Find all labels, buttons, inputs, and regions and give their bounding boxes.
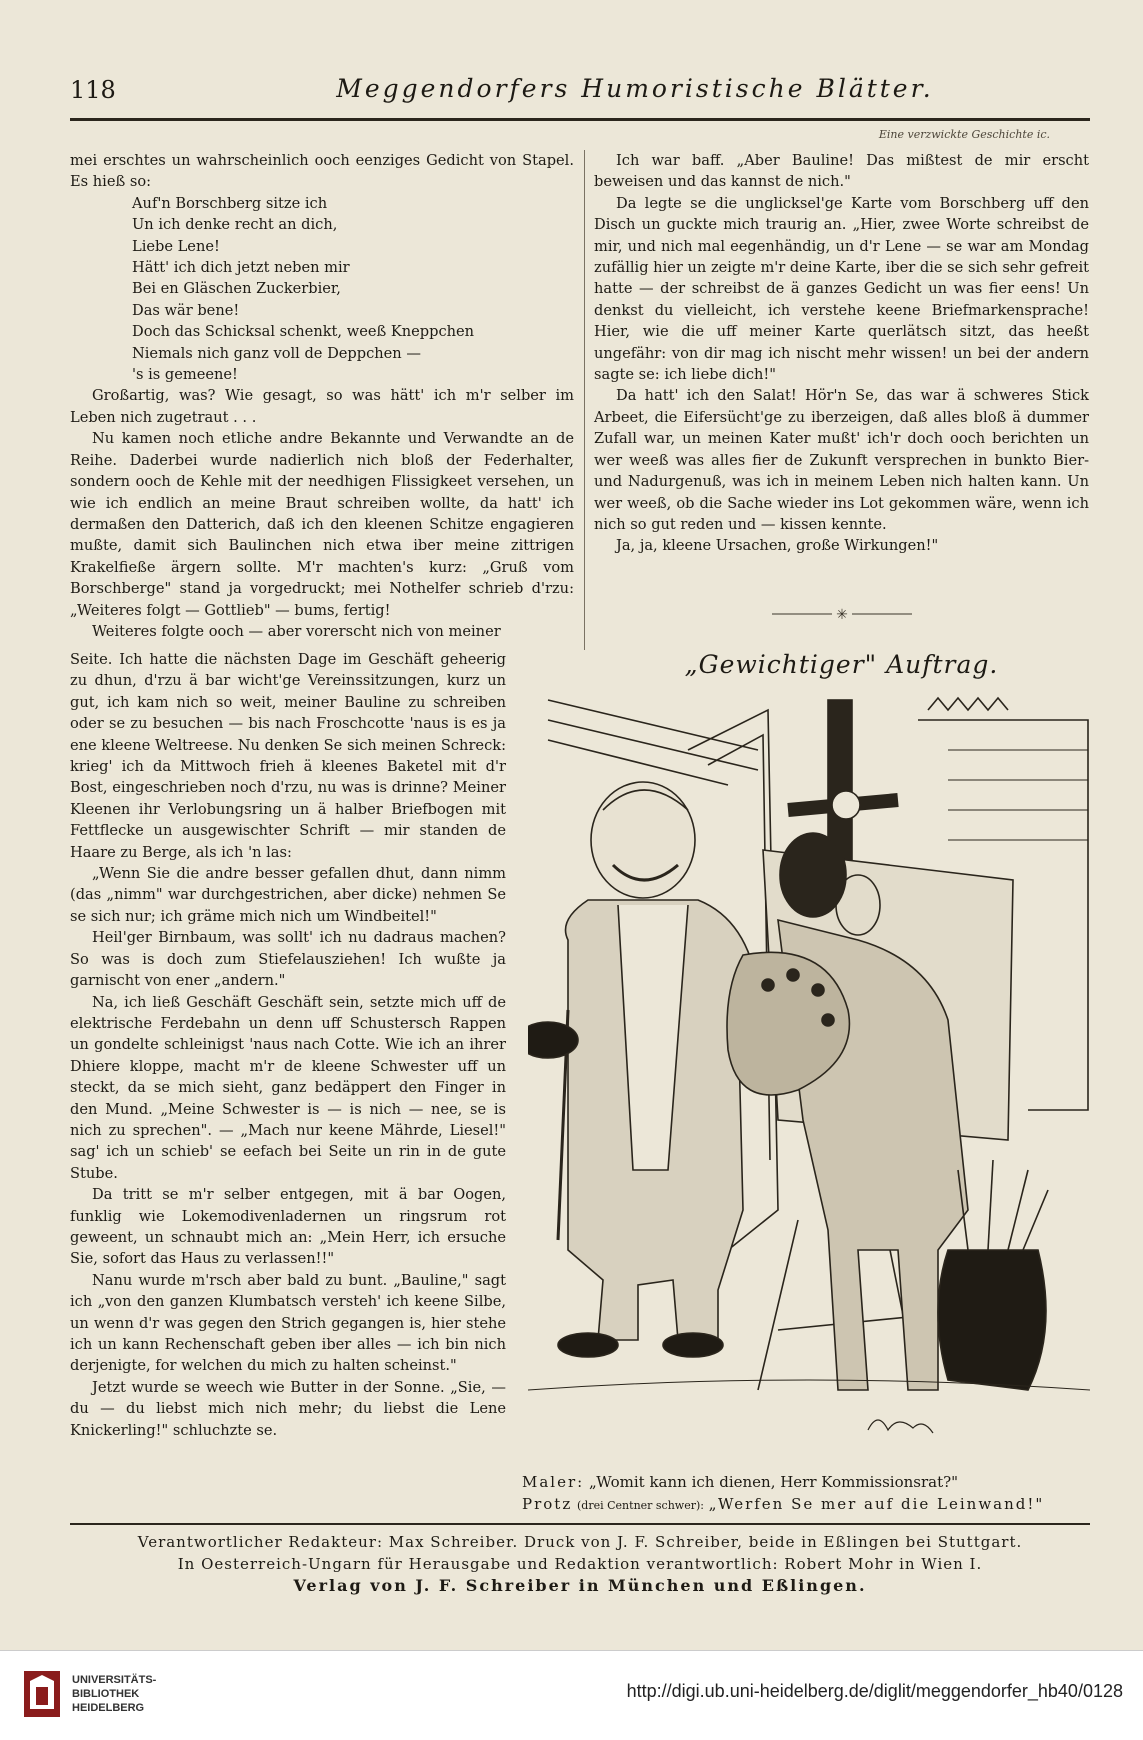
column-divider (584, 150, 585, 650)
right-column (594, 150, 1089, 557)
poem-line: Doch das Schicksal schenkt, weeß Kneppchen (132, 323, 475, 341)
paragraph: Großartig, was? Wie gesagt, so was hätt' ich m'r selber im Leben nich zugetraut . . . (70, 387, 574, 426)
poem-line: Auf'n Borschberg sitze ich (132, 194, 328, 212)
cartoon-title: „Gewichtiger" Auftrag. (684, 650, 999, 679)
poem-line: Das wär bene! (132, 301, 240, 319)
source-url[interactable]: http://digi.ub.uni-heidelberg.de/diglit/meggendorfer_hb40/0128 (626, 1681, 1123, 1701)
imprint-line: In Oesterreich-Ungarn für Herausgabe und Redaktion verantwortlich: Robert Mohr in Wien I. (177, 1555, 983, 1573)
paragraph: mei erschtes un wahrscheinlich ooch eenziges Gedicht von Stapel. Es hieß so: (70, 152, 574, 191)
imprint-publisher: Verlag von J. F. Schreiber in München und Eßlingen. (293, 1576, 867, 1595)
poem-line: Niemals nich ganz voll de Deppchen — (132, 344, 421, 362)
paragraph: Na, ich ließ Geschäft Geschäft sein, setzte mich uff de elektrische Ferdebahn un denn uff Schustersch Rappen un gondelte schleinigst 'naus nach Cotte. Wie ich an ihrer Dhiere kloppe, macht m'r de kleene Schwester uff un steckt, da se mich sieht, ganz bedäppert den Finger in den Mund. „Meine Schwester is — is nich — nee, se is nich zu sprechen". — „Mach nur keene Mährde, Liesel!" sag' ich un schieb' se eefach bei Seite un rin in de gute Stube. (70, 993, 506, 1182)
imprint-line: Verantwortlicher Redakteur: Max Schreiber. Druck von J. F. Schreiber, beide in Eßlingen bei Stuttgart. (137, 1533, 1023, 1551)
paragraph: Heil'ger Birnbaum, was sollt' ich nu dadraus machen? So was is doch zum Stiefelausziehen! Ich wußte ja garnischt von ener „andern." (70, 929, 506, 990)
paragraph: Jetzt wurde se weech wie Butter in der Sonne. „Sie, — du — du liebst mich nich mehr; du liebst die Lene Knickerling!" schluchzte se. (70, 1378, 506, 1439)
poem-line: Bei en Gläschen Zuckerbier, (132, 280, 341, 298)
library-name (72, 1673, 222, 1715)
poem-line: Hätt' ich dich jetzt neben mir (132, 259, 350, 277)
poem-line: Liebe Lene! (132, 237, 220, 255)
bottom-rule (70, 1523, 1090, 1525)
poem (132, 193, 574, 386)
page-header (70, 72, 1090, 112)
page-number: 118 (70, 76, 116, 104)
svg-text:✳: ✳ (836, 607, 848, 623)
poem-line: 's is gemeene! (132, 366, 238, 384)
paragraph: Da hatt' ich den Salat! Hör'n Se, das war ä schweres Stick Arbeet, die Eifersücht'ge zu iberzeigen, daß alles bloß ä dummer Zufall war, un meinen Kater mußt' ich'r doch ooch berichten un wer weeß was alles fier de Zukunft versprechen in bunkto Bier- und Nadurgenuß, was ich in meinem Leben nich halten kann. Un wer weeß, ob die Sache wieder ins Lot gekommen wäre, wenn ich nich so gut reden und — kissen kennte. (594, 387, 1089, 533)
cartoon-caption (522, 1471, 1092, 1517)
library-name-line: HEIDELBERG (72, 1702, 145, 1714)
library-name-line: UNIVERSITÄTS- (72, 1674, 157, 1686)
paragraph: Da legte se die unglicksel'ge Karte vom Borschberg uff den Disch un guckte mich traurig an. „Hier, zwee Worte schreibst de mir, und nich mal eegenhändig, un d'r Lene — se war am Mondag zufällig hier un zeigte m'r deine Karte, iber die se sich sehr gefreit hatte — der schreibst de ä ganzes Gedicht un was fier eens! Un denkst du vielleicht, ich verstehe keene Briefmarkensprache! Hier, wie die uff meiner Karte querlätsch sitzt, das heeßt ungefähr: von dir mag ich nischt mehr wissen! un bei der andern sagte se: ich liebe dich!" (594, 194, 1089, 384)
left-column-upper (70, 150, 574, 642)
library-name-line: BIBLIOTHEK (72, 1688, 140, 1700)
library-footer (0, 1650, 1143, 1740)
paragraph: Nanu wurde m'rsch aber bald zu bunt. „Bauline," sagt ich „von den ganzen Klumbatsch versteh' ich keene Silbe, un wenn d'r was gegen den Strich gegangen is, hier stehe ich un kann Rechenschaft geben iber alles — ich bin nich derjenigte, for welchen du mich zu halten scheinst." (70, 1271, 506, 1375)
paragraph: Da tritt se m'r selber entgegen, mit ä bar Oogen, funklig wie Lokemodivenladernen un ringsrum rot geweent, un schnaubt mich an: „Mein Herr, ich ersuche Sie, sofort das Haus zu verlassen!!" (70, 1186, 506, 1268)
story-subtitle: Eine verzwickte Geschichte ic. (878, 128, 1050, 141)
paragraph: Ja, ja, kleene Ursachen, große Wirkungen!" (616, 537, 939, 555)
cartoon-illustration (528, 690, 1090, 1460)
caption-speech: „Werfen Se mer auf die Leinwand!" (708, 1495, 1045, 1513)
caption-speaker: Protz (522, 1495, 573, 1513)
university-library-logo-icon (22, 1669, 62, 1719)
left-column-lower (70, 649, 506, 1441)
header-rule (70, 118, 1090, 121)
running-title: Meggendorfers Humoristische Blätter. (336, 74, 934, 103)
caption-speech: „Womit kann ich dienen, Herr Kommissionsrat?" (588, 1473, 959, 1491)
paragraph: „Wenn Sie die andre besser gefallen dhut, dann nimm (das „nimm" war durchgestrichen, aber dicke) nehmen Se se sich nur; ich gräme mich nich um Windbeitel!" (70, 865, 506, 925)
poem-line: Un ich denke recht an dich, (132, 216, 338, 234)
imprint (70, 1531, 1090, 1597)
paragraph: Weiteres folgte ooch — aber vorerscht nich von meiner (92, 622, 501, 640)
paragraph: Nu kamen noch etliche andre Bekannte und Verwandte an de Reihe. Daderbei wurde nadierlich nich bloß der Federhalter, sondern ooch de Kehle mit der needhigen Flissigkeet versehen, un wie ich endlich an meine Braut schreiben wollte, da hatt' ich dermaßen den Datterich, daß ich den kleenen Schitze engagieren mußte, damit sich Baulinchen nich etwa iber meine zittrigen Krakelfieße ärgern sollte. M'r machten's kurz: „Gruß vom Borschberge" stand ja vorgedruckt; mei Nothelfer schrieb d'rzu: „Weiteres folgt — Gottlieb" — bums, fertig! (70, 430, 574, 619)
caption-line (522, 1493, 1092, 1517)
caption-line (522, 1471, 1092, 1493)
section-divider-ornament (772, 604, 912, 624)
paragraph: Seite. Ich hatte die nächsten Dage im Geschäft geheerig zu dhun, d'rzu ä bar wicht'ge Vereinssitzungen, kurz un gut, ich kam nich so weit, meiner Bauline zu schreiben oder se zu besuchen — bis nach Froschcotte 'naus is es ja ene kleene Weltreese. Nu denken Se sich meinen Schreck: krieg' ich da Mittwoch frieh ä kleenes Baketel mit d'r Bost, eingeschrieben noch d'rzu, nu was is drinne? Meiner Kleenen ihr Verlobungsring un ä halber Briefbogen mit Fettflecke un ausgewischter Schrift — mir standen de Haare zu Berge, als ich 'n las: (70, 651, 506, 861)
caption-speaker: Maler: (522, 1473, 585, 1491)
paragraph: Ich war baff. „Aber Bauline! Das mißtest de mir erscht beweisen und das kannst de nich." (594, 152, 1089, 191)
caption-note: (drei Centner schwer): (577, 1499, 704, 1512)
